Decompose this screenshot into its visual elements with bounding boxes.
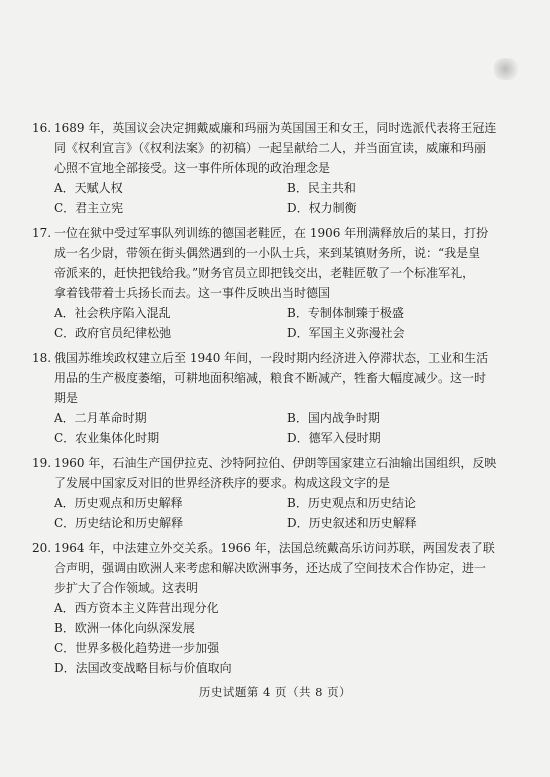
question-number: 20. [32,541,52,555]
option-c: C．政府官员纪律松弛 [54,326,172,340]
option-d: D．权力制衡 [287,201,357,215]
option-b: B．民主共和 [287,181,356,195]
question-text-line: 合声明，强调由欧洲人来考虑和解决欧洲事务，还达成了空间技术合作协定，进一 [54,561,487,575]
options-group [32,408,520,448]
page-footer: 历史试题第 4 页（共 8 页） [198,685,352,699]
option-b: B．历史观点和历史结论 [287,496,416,510]
question-text-line: 用品的生产极度萎缩，可耕地面积缩减，粮食不断减产，牲畜大幅度减少。这一时 [54,371,487,385]
option-b: B．欧洲一体化向纵深发展 [54,621,195,635]
question-text-line: 俄国苏维埃政权建立后至 1940 年间，一段时期内经济进入停滞状态，工业和生活 [54,351,489,365]
question-text-line: 帝派来的，赶快把钱给我。”财务官员立即把钱交出，老鞋匠敬了一个标准军礼， [54,266,475,280]
option-a: A．社会秩序陷入混乱 [54,306,171,320]
option-d: D．历史叙述和历史解释 [287,516,417,530]
option-a: A．西方资本主义阵营出现分化 [54,601,219,615]
question-text-line: 同《权利宣言》（《权利法案》的初稿）一起呈献给二人，并当面宣读，威廉和玛丽 [54,141,487,155]
question-20 [32,538,520,678]
option-d: D．军国主义弥漫社会 [287,326,405,340]
question-16 [32,118,520,218]
option-c: C．世界多极化趋势进一步加强 [54,641,220,655]
option-c: C．历史结论和历史解释 [54,516,184,530]
options-group [32,303,520,343]
question-number: 16. [32,121,52,135]
option-a: A．历史观点和历史解释 [54,496,183,510]
option-a: A．二月革命时期 [54,411,147,425]
option-c: C．君主立宪 [54,201,124,215]
option-d: D．德军入侵时期 [287,431,381,445]
option-d: D．法国改变战略目标与价值取向 [54,661,232,675]
question-text-line: 拿着钱带着士兵扬长而去。这一事件反映出当时德国 [54,286,331,300]
options-group [32,598,520,678]
question-text-line: 1689 年，英国议会决定拥戴威廉和玛丽为英国国王和女王，同时选派代表将王冠连 [54,121,497,135]
question-18 [32,348,520,448]
option-a: A．天赋人权 [54,181,123,195]
options-group [32,493,520,533]
question-19 [32,453,520,533]
scan-smudge [494,58,522,80]
question-text-line: 步扩大了合作领域。这表明 [54,581,199,595]
question-number: 18. [32,351,52,365]
option-b: B．专制体制臻于极盛 [287,306,404,320]
question-number: 17. [32,226,52,240]
question-text-line: 1960 年，石油生产国伊拉克、沙特阿拉伯、伊朗等国家建立石油输出国组织，反映 [54,456,497,470]
question-text-line: 心照不宣地全部接受。这一事件所体现的政治理念是 [54,161,331,175]
question-text-line: 1964 年，中法建立外交关系。1966 年，法国总统戴高乐访问苏联，两国发表了联 [54,541,495,555]
questions-section [32,118,520,683]
question-text-line: 期是 [54,391,79,405]
question-number: 19. [32,456,52,470]
option-c: C．农业集体化时期 [54,431,160,445]
question-text-line: 了发展中国家反对旧的世界经济秩序的要求。构成这段文字的是 [54,476,391,490]
question-text-line: 一位在狱中受过军事队列训练的德国老鞋匠，在 1906 年刑满释放后的某日，打扮 [54,226,489,240]
option-b: B．国内战争时期 [287,411,380,425]
options-group [32,178,520,218]
question-text-line: 成一名少尉，带领在街头偶然遇到的一小队士兵，来到某镇财务所，说：“我是皇 [54,246,481,260]
question-17 [32,223,520,343]
